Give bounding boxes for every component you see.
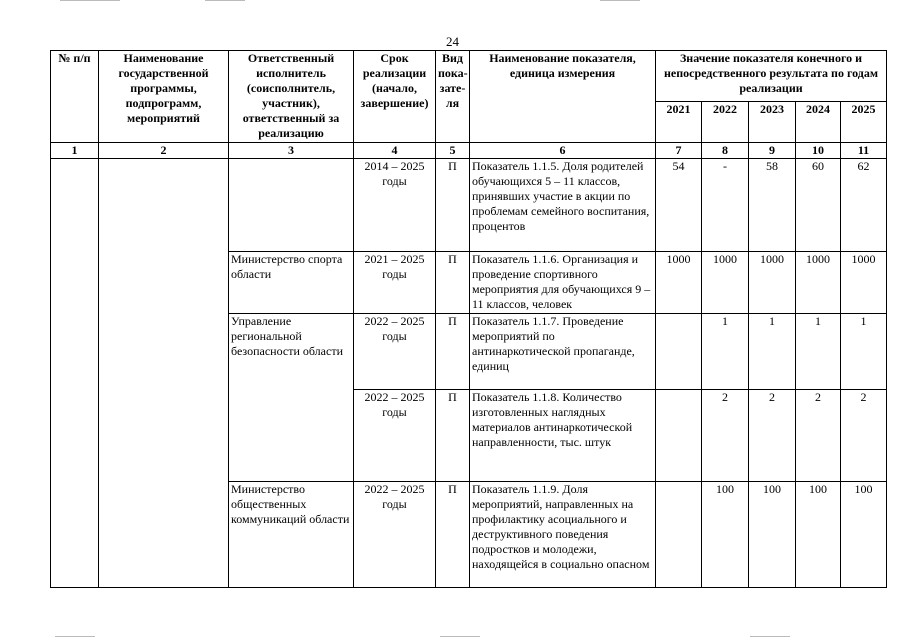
- cell-value: -: [702, 159, 749, 252]
- scan-edge-mark: [600, 0, 640, 1]
- cell-type: П: [436, 252, 470, 314]
- header-year: 2025: [841, 102, 887, 143]
- cell-period: 2022 – 2025 годы: [354, 314, 436, 390]
- cell-value: 100: [749, 482, 796, 588]
- cell-type: П: [436, 482, 470, 588]
- scan-edge-mark: [440, 636, 480, 637]
- column-number: 11: [841, 143, 887, 159]
- cell-type: П: [436, 390, 470, 482]
- column-number: 3: [229, 143, 354, 159]
- header-year: 2022: [702, 102, 749, 143]
- cell-indicator: Показатель 1.1.9. Доля мероприятий, направленных на профилактику асоциального и деструктивного поведения подростков и молодежи, находящейся в социально опасном: [470, 482, 656, 588]
- header-values: Значение показателя конечного и непосредственного результата по годам реализации: [656, 51, 887, 102]
- column-number: 5: [436, 143, 470, 159]
- cell-value: 2: [702, 390, 749, 482]
- column-number: 1: [51, 143, 99, 159]
- cell-period: 2022 – 2025 годы: [354, 482, 436, 588]
- column-number: 6: [470, 143, 656, 159]
- cell-value: [656, 482, 702, 588]
- cell-value: 1: [702, 314, 749, 390]
- cell-value: 100: [702, 482, 749, 588]
- cell-program: [99, 159, 229, 588]
- cell-executor: Управление региональной безопасности области: [229, 314, 354, 482]
- cell-executor: Министерство спорта области: [229, 252, 354, 314]
- cell-type: П: [436, 314, 470, 390]
- cell-indicator: Показатель 1.1.7. Проведение мероприятий по антинаркотической пропаганде, единиц: [470, 314, 656, 390]
- header-type: Вид пока-зате-ля: [436, 51, 470, 143]
- cell-number: [51, 159, 99, 588]
- cell-value: 2: [796, 390, 841, 482]
- cell-value: 58: [749, 159, 796, 252]
- cell-value: 2: [749, 390, 796, 482]
- cell-indicator: Показатель 1.1.5. Доля родителей обучающихся 5 – 11 классов, принявших участие в акции по проблемам семейного воспитания, процентов: [470, 159, 656, 252]
- header-year: 2024: [796, 102, 841, 143]
- cell-value: 1: [749, 314, 796, 390]
- scan-edge-mark: [60, 0, 120, 1]
- header-program: Наименование государственной программы, подпрограмм, мероприятий: [99, 51, 229, 143]
- scan-edge-mark: [55, 636, 95, 637]
- cell-value: 60: [796, 159, 841, 252]
- cell-value: 1000: [796, 252, 841, 314]
- cell-value: 2: [841, 390, 887, 482]
- cell-value: 100: [841, 482, 887, 588]
- cell-executor: [229, 159, 354, 252]
- header-period: Срок реализации (начало, завершение): [354, 51, 436, 143]
- column-number: 9: [749, 143, 796, 159]
- cell-indicator: Показатель 1.1.6. Организация и проведение спортивного мероприятия для обучающихся 9 – 11 классов, человек: [470, 252, 656, 314]
- cell-value: [656, 314, 702, 390]
- cell-executor: Министерство общественных коммуникаций области: [229, 482, 354, 588]
- header-year: 2023: [749, 102, 796, 143]
- column-number: 10: [796, 143, 841, 159]
- cell-value: 1000: [702, 252, 749, 314]
- scan-edge-mark: [205, 0, 245, 1]
- scan-edge-mark: [750, 636, 790, 637]
- table-row: [51, 159, 887, 252]
- cell-value: 1: [796, 314, 841, 390]
- column-number: 7: [656, 143, 702, 159]
- cell-period: 2022 – 2025 годы: [354, 390, 436, 482]
- column-number: 4: [354, 143, 436, 159]
- cell-value: 1000: [656, 252, 702, 314]
- cell-value: 100: [796, 482, 841, 588]
- cell-value: 54: [656, 159, 702, 252]
- cell-value: 1000: [841, 252, 887, 314]
- cell-value: 62: [841, 159, 887, 252]
- indicator-table: [50, 50, 887, 588]
- page-number: 24: [446, 34, 459, 49]
- header-year: 2021: [656, 102, 702, 143]
- column-number: 8: [702, 143, 749, 159]
- cell-type: П: [436, 159, 470, 252]
- cell-period: 2021 – 2025 годы: [354, 252, 436, 314]
- cell-value: 1: [841, 314, 887, 390]
- header-executor: Ответственный исполнитель (соисполнитель, участник), ответственный за реализацию: [229, 51, 354, 143]
- column-number: 2: [99, 143, 229, 159]
- cell-period: 2014 – 2025 годы: [354, 159, 436, 252]
- cell-value: [656, 390, 702, 482]
- header-indicator: Наименование показателя, единица измерения: [470, 51, 656, 143]
- header-number: № п/п: [51, 51, 99, 143]
- cell-indicator: Показатель 1.1.8. Количество изготовленных наглядных материалов антинаркотической направленности, тыс. штук: [470, 390, 656, 482]
- cell-value: 1000: [749, 252, 796, 314]
